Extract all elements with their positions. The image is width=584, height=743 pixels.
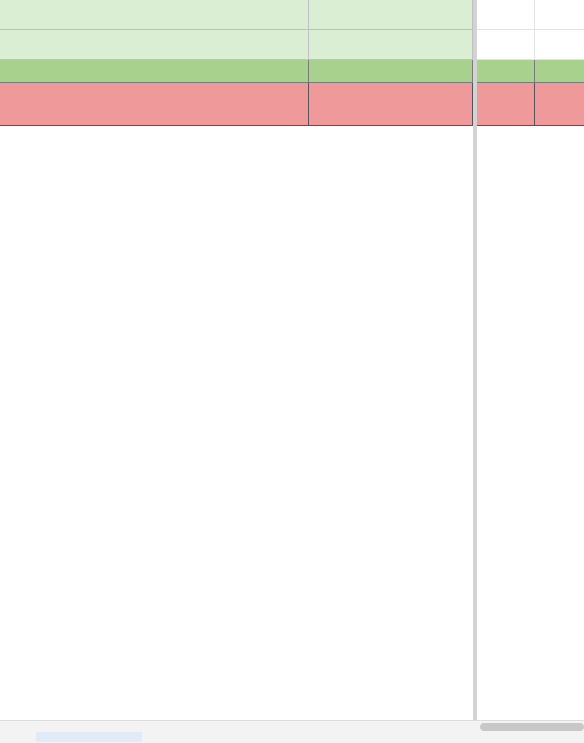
sheet-row	[0, 0, 584, 30]
week-col-7[interactable]	[535, 60, 584, 83]
cell[interactable]	[535, 30, 584, 60]
cell[interactable]	[477, 83, 535, 126]
section-title-cell[interactable]	[0, 83, 309, 126]
cell[interactable]	[309, 0, 473, 30]
week-col-6[interactable]	[477, 60, 535, 83]
cell[interactable]	[477, 30, 535, 60]
frozen-column-divider[interactable]	[473, 0, 477, 720]
cell[interactable]	[309, 60, 473, 83]
sheet-row	[0, 30, 584, 60]
scrollbar-thumb[interactable]	[480, 723, 584, 731]
sheet-tab[interactable]	[36, 732, 142, 742]
cell[interactable]	[0, 30, 309, 60]
cell[interactable]	[535, 0, 584, 30]
week-row	[0, 60, 584, 83]
cell[interactable]	[535, 83, 584, 126]
cell[interactable]	[309, 83, 473, 126]
cell[interactable]	[477, 0, 535, 30]
cell[interactable]	[309, 30, 473, 60]
cell[interactable]	[0, 0, 309, 30]
week-label-cell[interactable]	[0, 60, 309, 83]
section-title-row	[0, 83, 584, 126]
